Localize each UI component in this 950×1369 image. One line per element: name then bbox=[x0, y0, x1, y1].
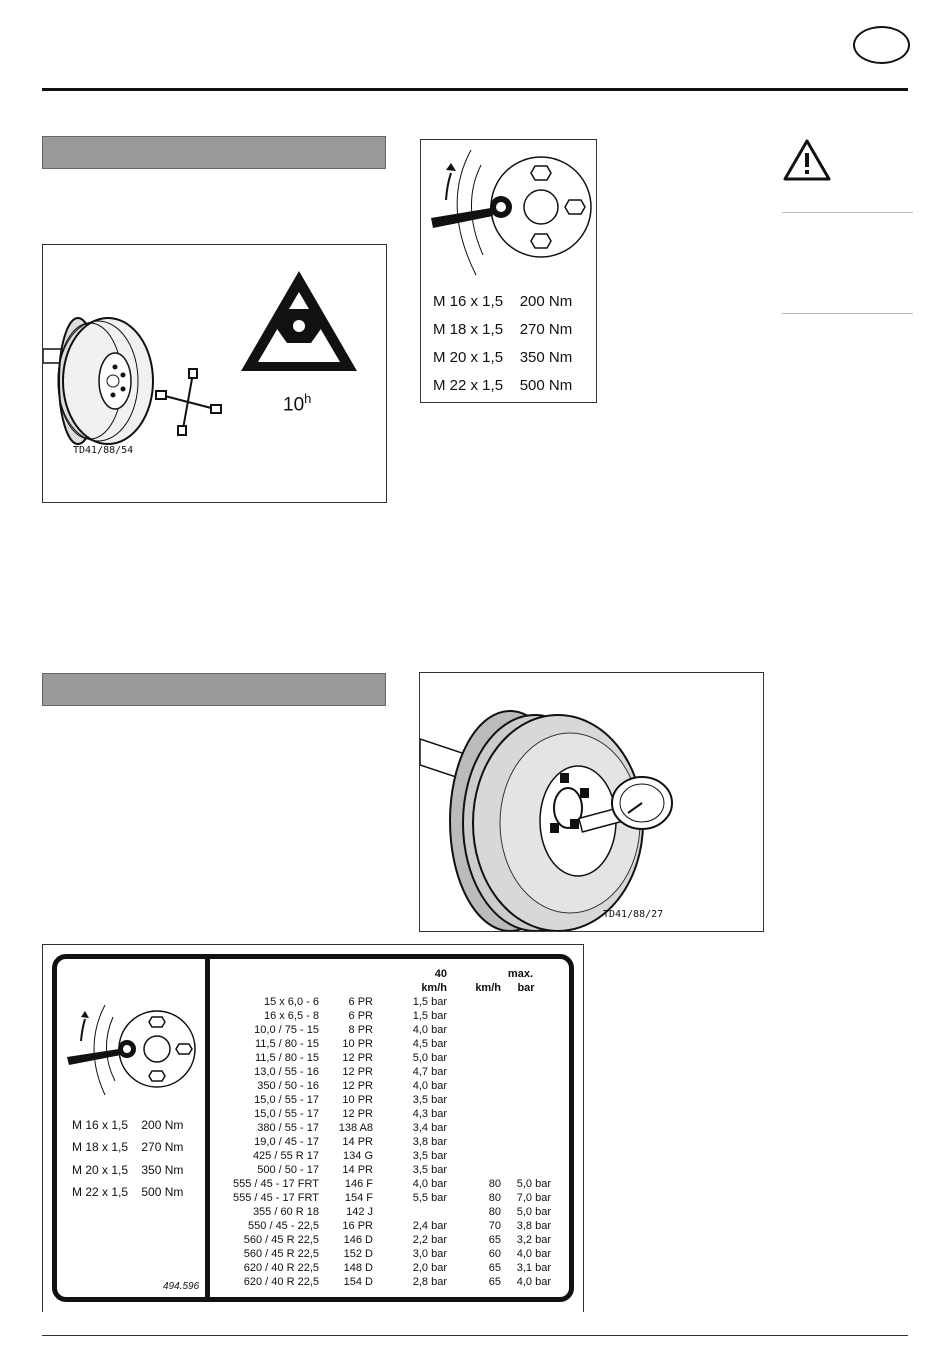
cell-load: 12 PR bbox=[342, 1108, 373, 1120]
figure-caption: TD41/88/54 bbox=[73, 445, 134, 456]
section-heading-bar-2 bbox=[42, 673, 386, 706]
table-row bbox=[217, 1121, 551, 1135]
cell-size: 19,0 / 45 - 17 bbox=[254, 1136, 319, 1148]
table-row bbox=[217, 1051, 551, 1065]
cell-load: 154 D bbox=[343, 1276, 373, 1288]
cell-p40: 2,8 bar bbox=[412, 1276, 447, 1288]
cell-pmax bbox=[501, 1023, 551, 1037]
cell-speed bbox=[447, 1051, 501, 1065]
cell-pmax: 3,2 bar bbox=[516, 1234, 551, 1246]
cell-size: 16 x 6,5 - 8 bbox=[263, 1010, 319, 1022]
cell-size: 620 / 40 R 22,5 bbox=[243, 1262, 319, 1274]
wheel-hub-icon bbox=[65, 997, 205, 1097]
cell-pmax: 4,0 bar bbox=[516, 1248, 551, 1260]
cell-size: 380 / 55 - 17 bbox=[257, 1122, 319, 1134]
table-row bbox=[217, 1247, 551, 1261]
cell-speed bbox=[447, 1023, 501, 1037]
table-row bbox=[217, 995, 551, 1009]
table-row bbox=[217, 1149, 551, 1163]
cell-load: 152 D bbox=[343, 1248, 373, 1260]
cell-p40: 5,5 bar bbox=[412, 1192, 447, 1204]
tyre-pressure-plate bbox=[42, 944, 584, 1312]
cell-size: 350 / 50 - 16 bbox=[257, 1080, 319, 1092]
table-row bbox=[217, 1233, 551, 1247]
torque-row: M 22 x 1,5 500 Nm bbox=[433, 377, 573, 394]
figure-caption: TD41/88/27 bbox=[603, 909, 664, 920]
cell-p40: 5,0 bar bbox=[412, 1052, 447, 1064]
cell-load: 142 J bbox=[346, 1206, 373, 1218]
cell-p40: 1,5 bar bbox=[412, 1010, 447, 1022]
warning-triangle-icon bbox=[782, 138, 832, 182]
cell-pmax bbox=[501, 1037, 551, 1051]
plate-torque-row: M 18 x 1,5 270 Nm bbox=[72, 1140, 184, 1154]
cell-size: 15,0 / 55 - 17 bbox=[254, 1108, 319, 1120]
torque-row: M 20 x 1,5 350 Nm bbox=[433, 349, 573, 366]
cell-speed bbox=[447, 1009, 501, 1023]
table-row bbox=[217, 1191, 551, 1205]
table-row bbox=[217, 1177, 551, 1191]
hex-nut-triangle-icon bbox=[241, 271, 357, 371]
cell-load: 134 G bbox=[343, 1150, 373, 1162]
cell-size: 555 / 45 - 17 FRT bbox=[232, 1178, 319, 1190]
warning-rule-bottom bbox=[782, 313, 913, 314]
cell-pmax: 7,0 bar bbox=[516, 1192, 551, 1204]
cell-speed: 70 bbox=[488, 1220, 501, 1232]
cell-size: 11,5 / 80 - 15 bbox=[254, 1038, 319, 1050]
cell-load: 16 PR bbox=[342, 1220, 373, 1232]
cell-p40: 4,7 bar bbox=[412, 1066, 447, 1078]
cell-pmax bbox=[501, 1079, 551, 1093]
cell-load: 12 PR bbox=[342, 1066, 373, 1078]
cell-p40: 4,0 bar bbox=[412, 1080, 447, 1092]
cell-pmax bbox=[501, 995, 551, 1009]
cell-p40: 4,5 bar bbox=[412, 1038, 447, 1050]
col-max: max. bbox=[507, 968, 533, 980]
cell-speed: 65 bbox=[488, 1262, 501, 1274]
table-header-row bbox=[217, 981, 551, 995]
cell-load: 14 PR bbox=[342, 1164, 373, 1176]
cell-speed: 80 bbox=[488, 1178, 501, 1190]
wheel-wrench-illustration bbox=[43, 245, 386, 502]
cell-pmax bbox=[501, 1065, 551, 1079]
cell-speed bbox=[447, 1163, 501, 1177]
cross-wrench-icon bbox=[156, 369, 221, 435]
cell-p40: 3,5 bar bbox=[412, 1094, 447, 1106]
cell-size: 560 / 45 R 22,5 bbox=[243, 1234, 319, 1246]
cell-speed: 80 bbox=[488, 1206, 501, 1218]
cell-size: 555 / 45 - 17 FRT bbox=[232, 1192, 319, 1204]
cell-load: 138 A8 bbox=[338, 1122, 373, 1134]
cell-p40: 2,2 bar bbox=[412, 1234, 447, 1246]
cell-p40: 4,3 bar bbox=[412, 1108, 447, 1120]
cell-speed bbox=[447, 1149, 501, 1163]
tyre-pressure-illustration bbox=[420, 673, 763, 931]
cell-load: 8 PR bbox=[348, 1024, 373, 1036]
cell-load: 146 F bbox=[344, 1178, 373, 1190]
cell-pmax bbox=[501, 1051, 551, 1065]
cell-p40: 4,0 bar bbox=[412, 1024, 447, 1036]
torque-row: M 18 x 1,5 270 Nm bbox=[433, 321, 573, 338]
wheel-hub-icon bbox=[421, 140, 596, 280]
footer-rule bbox=[42, 1335, 908, 1336]
cell-size: 10,0 / 75 - 15 bbox=[254, 1024, 319, 1036]
table-row bbox=[217, 1163, 551, 1177]
warning-rule-top bbox=[782, 212, 913, 213]
table-header-row bbox=[217, 967, 551, 981]
cell-size: 15,0 / 55 - 17 bbox=[254, 1094, 319, 1106]
cell-load: 148 D bbox=[343, 1262, 373, 1274]
cell-pmax bbox=[501, 1107, 551, 1121]
cell-pmax bbox=[501, 1121, 551, 1135]
plate-frame bbox=[52, 954, 574, 1302]
cell-load: 154 F bbox=[344, 1192, 373, 1204]
plate-divider bbox=[205, 959, 210, 1297]
table-row bbox=[217, 1107, 551, 1121]
cell-size: 13,0 / 55 - 16 bbox=[254, 1066, 319, 1078]
cell-load: 10 PR bbox=[342, 1094, 373, 1106]
cell-pmax: 3,8 bar bbox=[516, 1220, 551, 1232]
cell-pmax: 5,0 bar bbox=[516, 1206, 551, 1218]
cell-speed: 60 bbox=[488, 1248, 501, 1260]
table-row bbox=[217, 1023, 551, 1037]
cell-p40: 1,5 bar bbox=[412, 996, 447, 1008]
col-max-pressure-unit: bar bbox=[517, 982, 535, 994]
cell-speed bbox=[447, 1121, 501, 1135]
table-row bbox=[217, 1009, 551, 1023]
cell-p40 bbox=[373, 1205, 447, 1219]
cell-p40: 2,4 bar bbox=[412, 1220, 447, 1232]
cell-pmax bbox=[501, 1009, 551, 1023]
cell-load: 146 D bbox=[343, 1234, 373, 1246]
section-heading-bar-1 bbox=[42, 136, 386, 169]
cell-size: 620 / 40 R 22,5 bbox=[243, 1276, 319, 1288]
wheel-wrench-figure bbox=[42, 244, 387, 503]
cell-load: 14 PR bbox=[342, 1136, 373, 1148]
cell-load: 6 PR bbox=[348, 1010, 373, 1022]
cell-p40: 3,5 bar bbox=[412, 1150, 447, 1162]
cell-speed: 65 bbox=[488, 1234, 501, 1246]
cell-size: 355 / 60 R 18 bbox=[252, 1206, 319, 1218]
cell-load: 10 PR bbox=[342, 1038, 373, 1050]
cell-load: 12 PR bbox=[342, 1052, 373, 1064]
torque-figure bbox=[420, 139, 597, 403]
cell-p40: 3,4 bar bbox=[412, 1122, 447, 1134]
interval-hours: 10$^h$ bbox=[283, 391, 312, 416]
cell-speed bbox=[447, 1079, 501, 1093]
cell-speed bbox=[447, 1093, 501, 1107]
cell-p40: 3,8 bar bbox=[412, 1136, 447, 1148]
col-max-speed-unit: km/h bbox=[475, 982, 501, 994]
cell-pmax: 5,0 bar bbox=[516, 1178, 551, 1190]
cell-p40: 3,5 bar bbox=[412, 1164, 447, 1176]
cell-p40: 2,0 bar bbox=[412, 1262, 447, 1274]
plate-torque-row: M 16 x 1,5 200 Nm bbox=[72, 1118, 184, 1132]
cell-pmax bbox=[501, 1135, 551, 1149]
table-row bbox=[217, 1219, 551, 1233]
cell-pmax: 3,1 bar bbox=[516, 1262, 551, 1274]
plate-torque-row: M 20 x 1,5 350 Nm bbox=[72, 1163, 184, 1177]
table-row bbox=[217, 1065, 551, 1079]
cell-pmax bbox=[501, 1163, 551, 1177]
cell-speed bbox=[447, 995, 501, 1009]
table-row bbox=[217, 1275, 551, 1289]
language-badge bbox=[853, 26, 910, 64]
cell-speed bbox=[447, 1037, 501, 1051]
cell-size: 550 / 45 - 22,5 bbox=[248, 1220, 319, 1232]
table-row bbox=[217, 1079, 551, 1093]
plate-torque-row: M 22 x 1,5 500 Nm bbox=[72, 1185, 184, 1199]
table-row bbox=[217, 1261, 551, 1275]
cell-size: 500 / 50 - 17 bbox=[257, 1164, 319, 1176]
header-rule bbox=[42, 88, 908, 91]
torque-row: M 16 x 1,5 200 Nm bbox=[433, 293, 573, 310]
cell-speed bbox=[447, 1107, 501, 1121]
cell-speed bbox=[447, 1065, 501, 1079]
cell-pmax: 4,0 bar bbox=[516, 1276, 551, 1288]
cell-size: 560 / 45 R 22,5 bbox=[243, 1248, 319, 1260]
cell-speed bbox=[447, 1135, 501, 1149]
col-40-unit: km/h bbox=[421, 982, 447, 994]
cell-pmax bbox=[501, 1093, 551, 1107]
torque-list bbox=[433, 288, 572, 400]
pressure-gauge-figure bbox=[419, 672, 764, 932]
cell-size: 15 x 6,0 - 6 bbox=[263, 996, 319, 1008]
cell-pmax bbox=[501, 1149, 551, 1163]
table-row bbox=[217, 1205, 551, 1219]
cell-speed: 65 bbox=[488, 1276, 501, 1288]
cell-load: 6 PR bbox=[348, 996, 373, 1008]
col-40: 40 bbox=[434, 968, 447, 980]
cell-p40: 3,0 bar bbox=[412, 1248, 447, 1260]
cell-size: 11,5 / 80 - 15 bbox=[254, 1052, 319, 1064]
cell-speed: 80 bbox=[488, 1192, 501, 1204]
tyre-pressure-table bbox=[217, 967, 551, 1289]
plate-part-number: 494.596 bbox=[163, 1281, 200, 1292]
cell-load: 12 PR bbox=[342, 1080, 373, 1092]
table-row bbox=[217, 1135, 551, 1149]
cell-p40: 4,0 bar bbox=[412, 1178, 447, 1190]
table-row bbox=[217, 1037, 551, 1051]
cell-size: 425 / 55 R 17 bbox=[252, 1150, 319, 1162]
table-row bbox=[217, 1093, 551, 1107]
